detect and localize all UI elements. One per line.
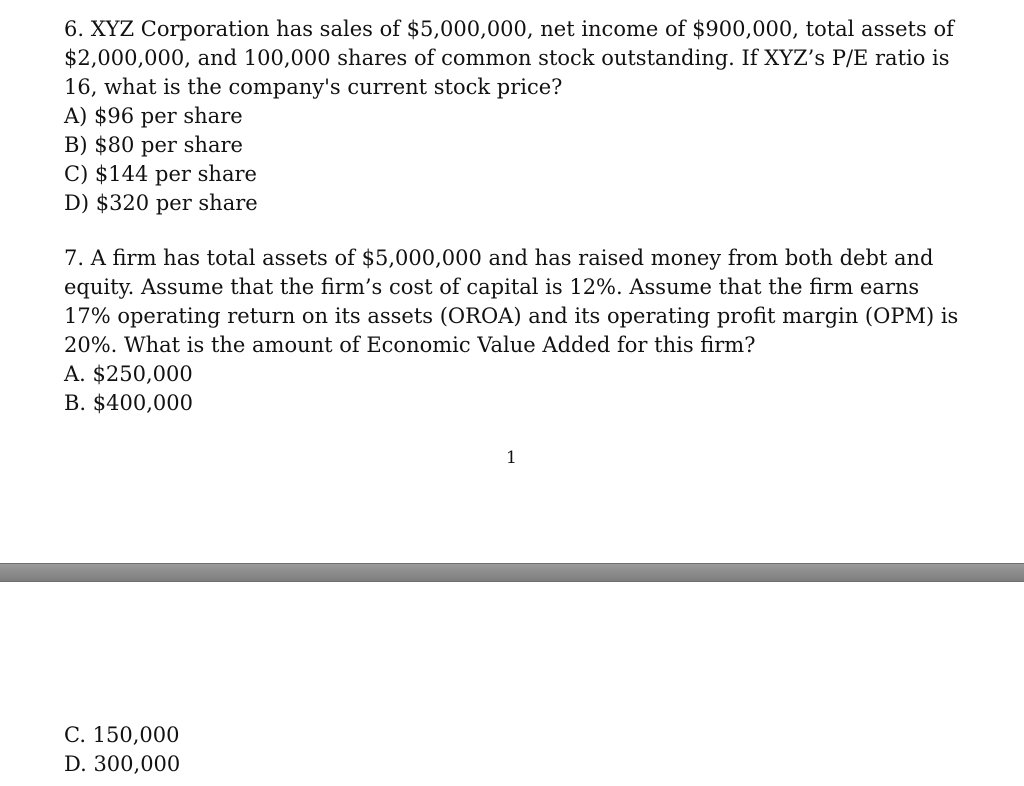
question-6 — [64, 15, 964, 218]
question-7-options-continued — [64, 721, 180, 779]
question-7-text: 7. A firm has total assets of $5,000,000 and has raised money from both debt and equity. Assume that the firm’s cost of capital is 12%. Assume that the firm earns 17% operating return on its assets (OROA) and its operating profit margin (OPM) is 20%. What is the amount of Economic Value Added for this firm? — [64, 246, 966, 357]
question-6-options — [64, 102, 964, 218]
question-6-text: 6. XYZ Corporation has sales of $5,000,000, net income of $900,000, total assets of $2,000,000, and 100,000 shares of common stock outstanding. If XYZ’s P/E ratio is 16, what is the company's current stock price? — [64, 17, 961, 99]
question-7 — [64, 244, 964, 418]
page-break-divider — [0, 563, 1024, 582]
option-c: C) $144 per share — [64, 162, 257, 186]
option-a: A. $250,000 — [64, 362, 193, 386]
option-c: C. 150,000 — [64, 723, 180, 747]
option-b: B. $400,000 — [64, 391, 193, 415]
option-d: D. 300,000 — [64, 752, 181, 776]
page-number: 1 — [506, 448, 517, 468]
question-7-options — [64, 360, 964, 418]
option-a: A) $96 per share — [64, 104, 243, 128]
option-b: B) $80 per share — [64, 133, 243, 157]
option-d: D) $320 per share — [64, 191, 258, 215]
